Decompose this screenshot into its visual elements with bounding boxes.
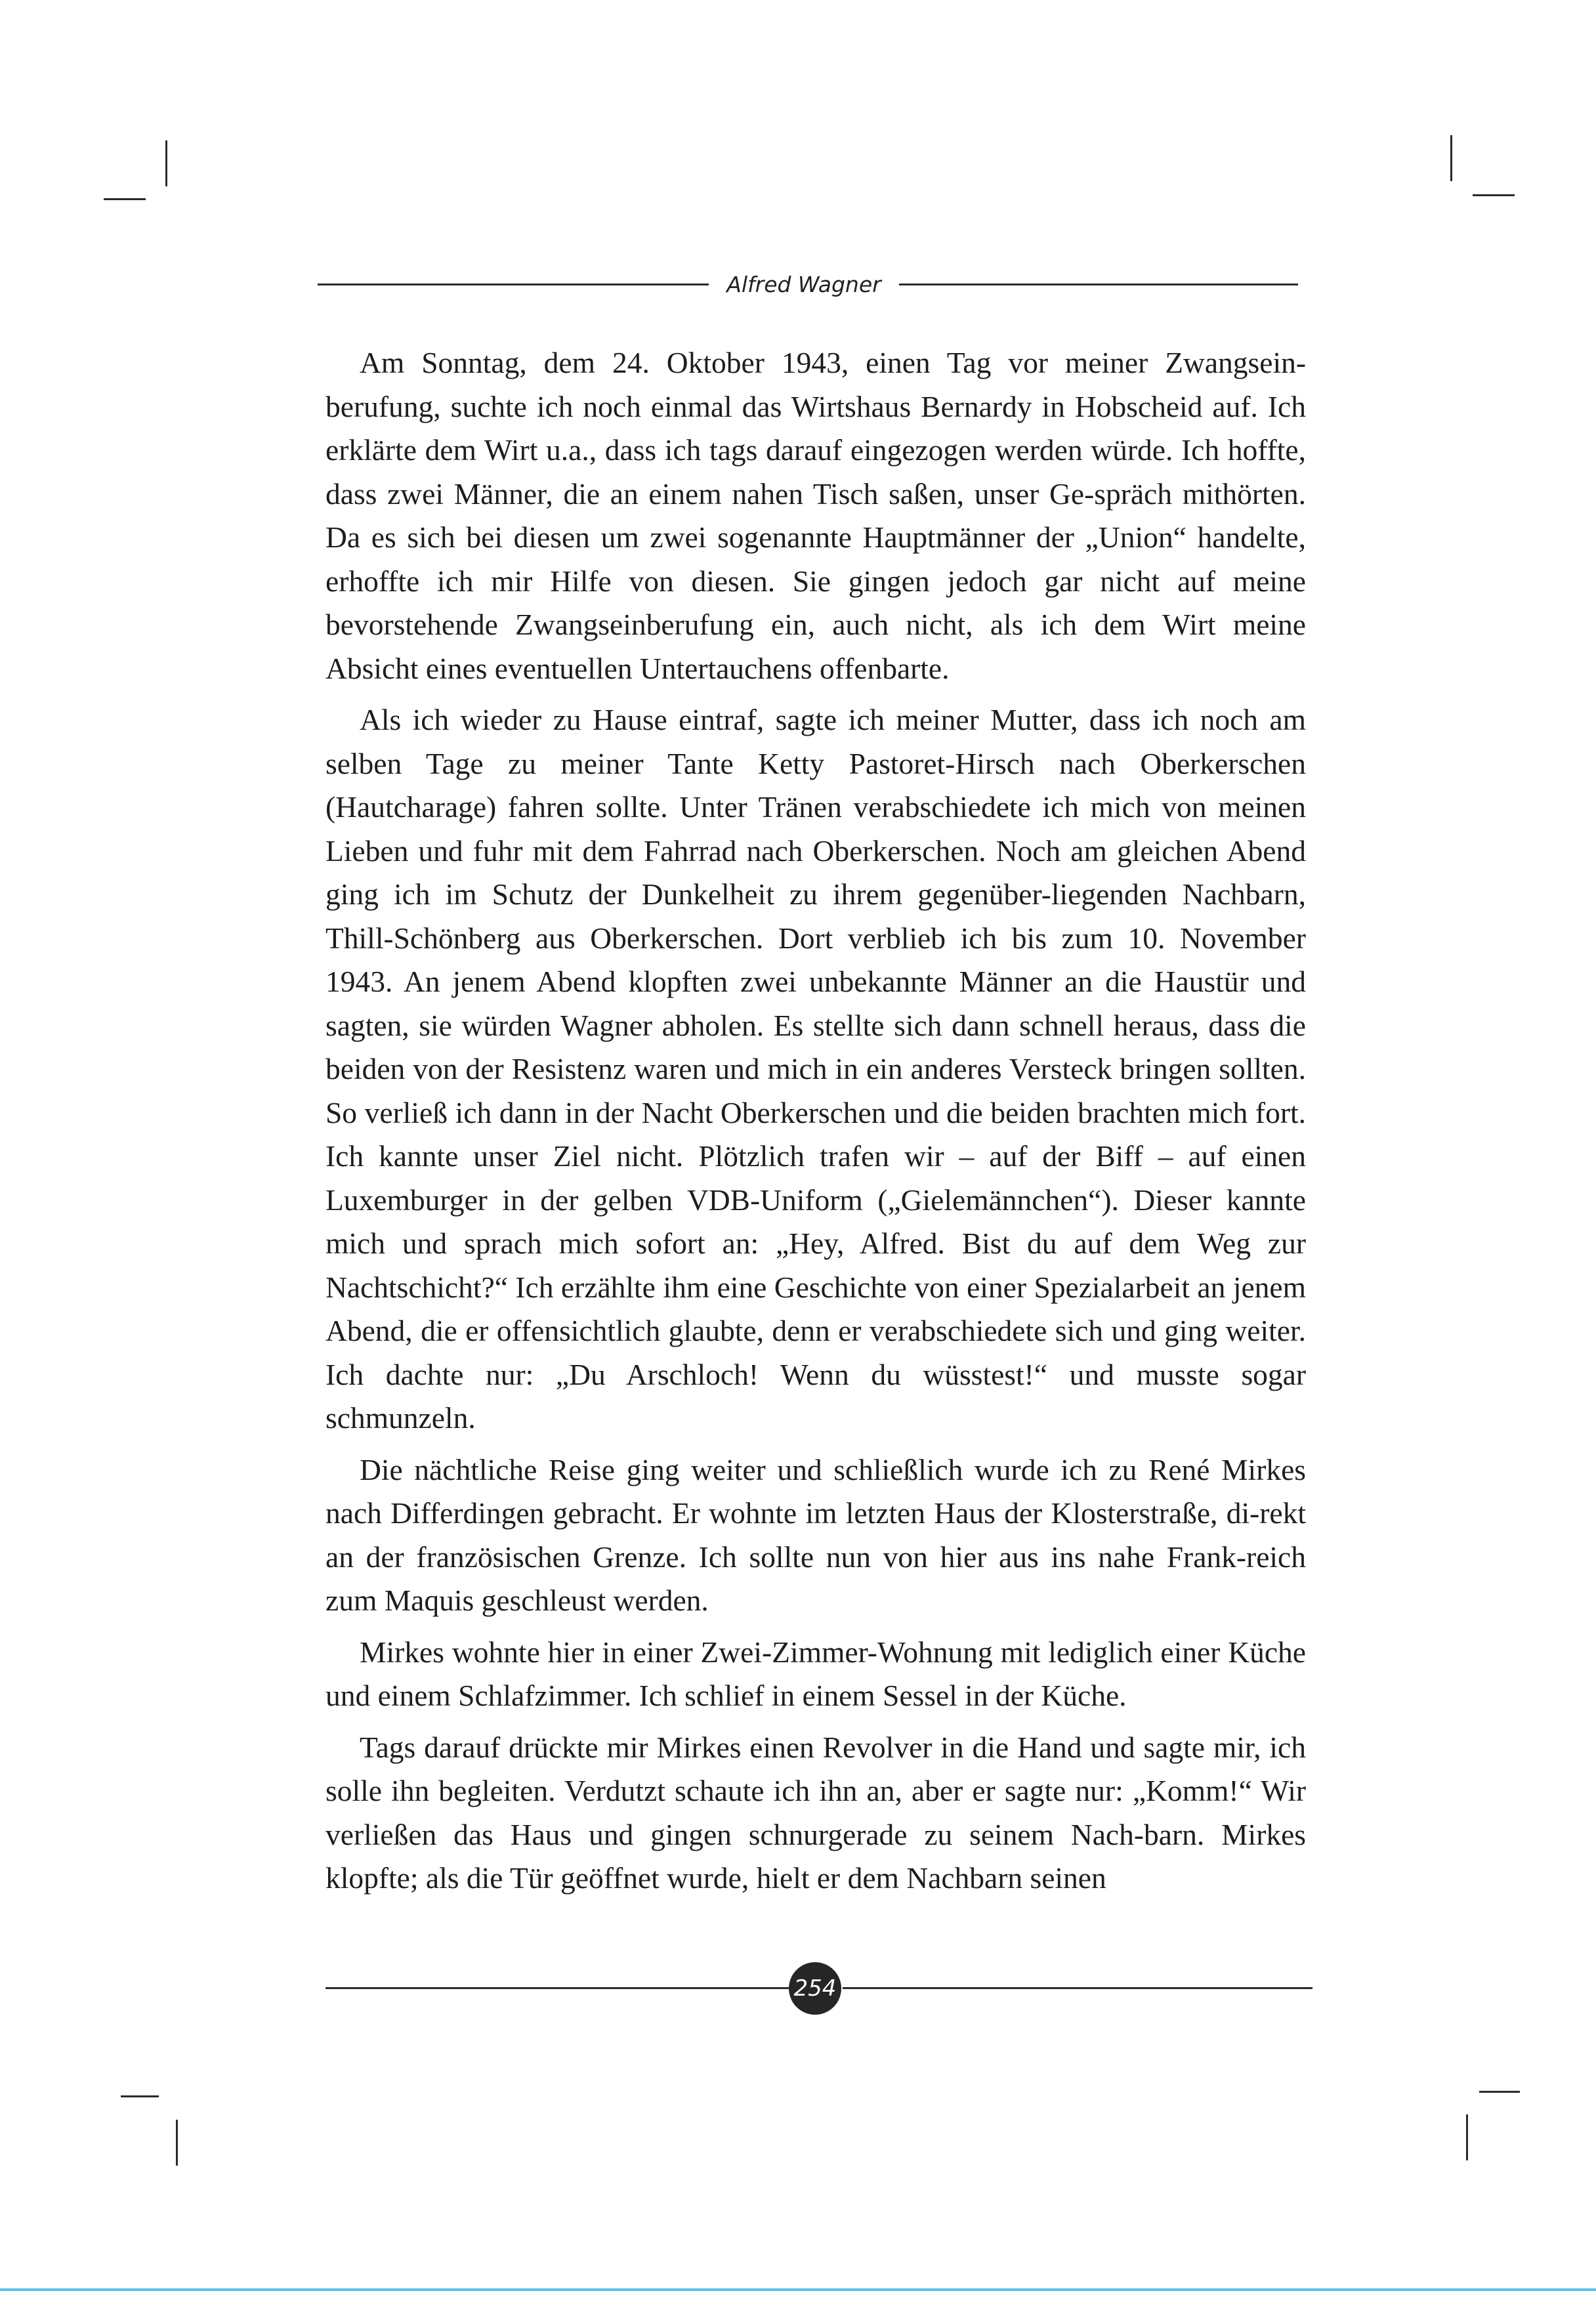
paragraph: Mirkes wohnte hier in einer Zwei-Zimmer-Wohnung mit lediglich einer Küche und einem Schlafzimmer. Ich schlief in einem Sessel in der Küche. (326, 1635, 1306, 1712)
paragraph: Tags darauf drückte mir Mirkes einen Revolver in die Hand und sagte mir, ich solle ihn begleiten. Verdutzt schaute ich ihn an, aber er sagte nur: „Komm!“ Wir verließen das Haus und gingen schnurgerade zu seinem Nach-barn. Mirkes klopfte; als die Tür geöffnet wurde, hielt er dem Nachbarn seinen (326, 1730, 1306, 1895)
page-footer (326, 1962, 1312, 2015)
header-rule-left (318, 284, 709, 285)
paragraph: Als ich wieder zu Hause eintraf, sagte ich meiner Mutter, dass ich noch am selben Tage zu meiner Tante Ketty Pastoret-Hirsch nach Oberkerschen (Hautcharage) fahren sollte. Unter Tränen verabschiedete ich mich von meinen Lieben und fuhr mit dem Fahrrad nach Oberkerschen. Noch am gleichen Abend ging ich im Schutz der Dunkelheit zu ihrem gegenüber-liegenden Nachbarn, Thill-Schönberg aus Oberkerschen. Dort verblieb ich bis zum 10. November 1943. An jenem Abend klopften zwei unbekannte Männer an die Haustür und sagten, sie würden Wagner abholen. Es stellte sich dann schnell heraus, dass die beiden von der Resistenz waren und mich in ein anderes Versteck bringen sollten. So verließ ich dann in der Nacht Oberkerschen und die beiden brachten mich fort. Ich kannte unser Ziel nicht. Plötzlich trafen wir – auf der Biff – auf einen Luxemburger in der gelben VDB-Uniform („Gielemännchen“). Dieser kannte mich und sprach mich sofort an: „Hey, Alfred. Bist du auf dem Weg zur Nachtschicht?“ Ich erzählte ihm eine Geschichte von einer Spezialarbeit an jenem Abend, die er offensichtlich glaubte, denn er verabschiedete sich und ging weiter. Ich dachte nur: „Du Arschloch! Wenn du wüsstest!“ und musste sogar schmunzeln. (326, 703, 1306, 1435)
crop-mark-top-right-vertical (1450, 135, 1452, 181)
header-rule-right (899, 284, 1298, 285)
crop-mark-top-left-vertical (165, 140, 167, 186)
crop-mark-bottom-left-horizontal (121, 2095, 159, 2097)
crop-mark-bottom-right-vertical (1466, 2114, 1468, 2160)
footer-rule-right (843, 1987, 1312, 1989)
body-text (326, 341, 1306, 1908)
crop-mark-bottom-right-horizontal (1479, 2091, 1520, 2093)
footer-rule-left (326, 1987, 793, 1989)
crop-mark-bottom-left-vertical (176, 2120, 178, 2166)
paragraph: Am Sonntag, dem 24. Oktober 1943, einen Tag vor meiner Zwangsein-berufung, suchte ich noch einmal das Wirtshaus Bernardy in Hobscheid auf. Ich erklärte dem Wirt u.a., dass ich tags darauf eingezogen werden würde. Ich hoffte, dass zwei Männer, die an einem nahen Tisch saßen, unser Ge-spräch mithörten. Da es sich bei diesen um zwei sogenannte Hauptmänner der „Union“ handelte, erhoffte ich mir Hilfe von diesen. Sie gingen jedoch gar nicht auf meine bevorstehende Zwangseinberufung ein, auch nicht, als ich dem Wirt meine Absicht eines eventuellen Untertauchens offenbarte. (326, 346, 1306, 685)
running-header-title: Alfred Wagner (726, 272, 881, 297)
crop-mark-top-left-horizontal (104, 198, 146, 200)
paragraph: Die nächtliche Reise ging weiter und schließlich wurde ich zu René Mirkes nach Differdingen gebracht. Er wohnte im letzten Haus der Klosterstraße, di-rekt an der französischen Grenze. Ich sollte nun von hier aus ins nahe Frank-reich zum Maquis geschleust werden. (326, 1452, 1306, 1617)
crop-mark-top-right-horizontal (1473, 194, 1515, 196)
trim-line (0, 2288, 1596, 2291)
running-header (318, 265, 1298, 304)
page-number: 254 (789, 1962, 841, 2015)
